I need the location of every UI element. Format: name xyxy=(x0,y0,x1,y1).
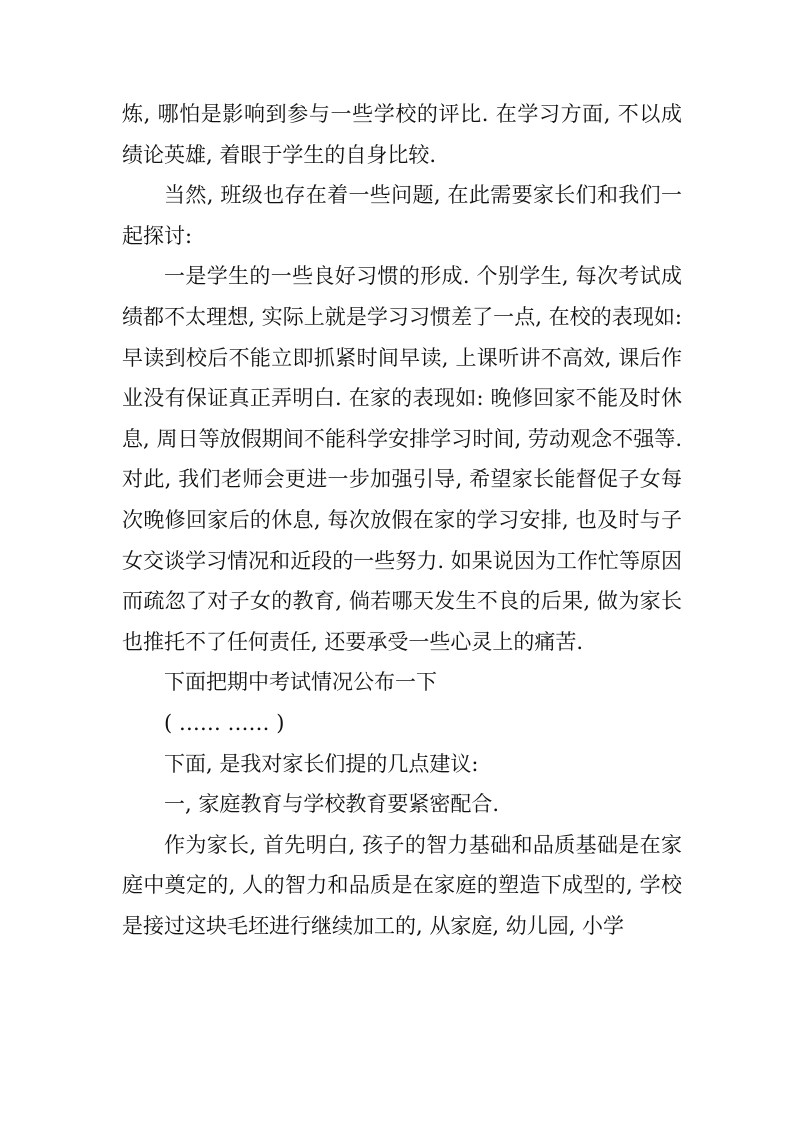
paragraph-7: 一, 家庭教育与学校教育要紧密配合. xyxy=(164,792,500,817)
paragraph-4: 下面把期中考试情况公布一下 xyxy=(164,670,437,695)
paragraph-5: ( …… …… ) xyxy=(164,710,285,735)
paragraph-8: 作为家长, 首先明白, 孩子的智力基础和品质基础是在家庭中奠定的, 人的智力和品质是在家庭的塑造下成型的, 学校是接过这块毛坯进行继续加工的, 从家庭, 幼儿园, 小学 xyxy=(122,832,682,938)
document-body xyxy=(122,94,682,946)
paragraph-6: 下面, 是我对家长们提的几点建议: xyxy=(164,751,479,776)
paragraph-2: 当然, 班级也存在着一些问题, 在此需要家长们和我们一起探讨: xyxy=(122,183,682,248)
paragraph-3: 一是学生的一些良好习惯的形成. 个别学生, 每次考试成绩都不太理想, 实际上就是学习习惯差了一点, 在校的表现如: 早读到校后不能立即抓紧时间早读, 上课听讲不高效, 课后作业没有保证真正弄明白. 在家的表现如: 晚修回家不能及时休息, 周日等放假期间不能科学安排学习时间, 劳动观念不强等. 对此, 我们老师会更进一步加强引导, 希望家长能督促子女每次晚修回家后的休息, 每次放假在家的学习安排, 也及时与子女交谈学习情况和近段的一些努力. 如果说因为工作忙等原因而疏忽了对子女的教育, 倘若哪天发生不良的后果, 做为家长也推托不了任何责任, 还要承受一些心灵上的痛苦. xyxy=(122,264,682,654)
paragraph-1: 炼, 哪怕是影响到参与一些学校的评比. 在学习方面, 不以成绩论英雄, 着眼于学生的自身比较. xyxy=(122,102,682,167)
